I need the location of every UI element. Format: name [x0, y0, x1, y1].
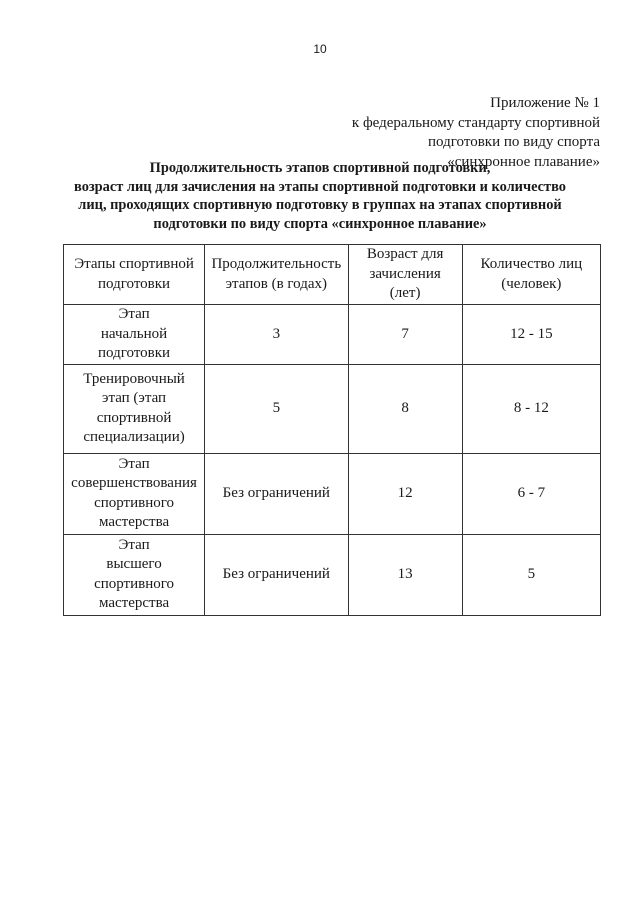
stage-line: мастерства [98, 595, 170, 611]
title-line: лиц, проходящих спортивную подготовку в группах на этапах спортивной [78, 197, 562, 213]
stage-line: спортивной [96, 409, 172, 426]
table-header-row [64, 245, 601, 305]
cell-count: 12 - 15 [462, 305, 600, 365]
appendix-line: к федеральному стандарту спортивной [351, 114, 600, 131]
header-age [348, 245, 462, 305]
header-count [462, 245, 600, 305]
stage-line: Этап [118, 536, 150, 553]
header-stage [64, 245, 205, 305]
stage-line: специализации) [83, 429, 185, 445]
cell-age: 12 [348, 453, 462, 534]
table-row [64, 364, 601, 453]
title-line: возраст лиц для зачисления на этапы спортивной подготовки и количество [74, 178, 566, 195]
cell-stage [64, 534, 205, 615]
header-line: этапов (в годах) [225, 275, 328, 292]
cell-stage [64, 453, 205, 534]
stage-line: высшего [106, 556, 162, 572]
header-line: (человек) [501, 275, 562, 292]
cell-duration: Без ограничений [205, 534, 348, 615]
cell-age: 8 [348, 364, 462, 453]
title-line: подготовки по виду спорта «синхронное плавание» [153, 215, 487, 232]
title-line: Продолжительность этапов спортивной подготовки, [149, 160, 491, 176]
cell-age: 13 [348, 534, 462, 615]
cell-stage [64, 305, 205, 365]
cell-age: 7 [348, 305, 462, 365]
header-line: (лет) [389, 285, 421, 302]
page-number: 10 [313, 42, 327, 56]
header-line: зачисления [369, 265, 441, 282]
document-title [40, 159, 600, 233]
cell-duration: 3 [205, 305, 348, 365]
header-duration [205, 245, 348, 305]
cell-count: 5 [462, 534, 600, 615]
stage-line: Этап [118, 455, 150, 472]
header-line: подготовки [98, 275, 171, 292]
stage-line: начальной [100, 325, 168, 342]
stage-line: Тренировочный [83, 370, 185, 387]
stage-line: спортивного [94, 494, 175, 511]
stage-line: мастерства [98, 514, 170, 530]
header-line: Этапы спортивной [74, 256, 194, 272]
cell-stage [64, 364, 205, 453]
header-line: Количество лиц [480, 256, 583, 272]
stage-line: этап (этап [102, 390, 167, 406]
cell-count: 6 - 7 [462, 453, 600, 534]
appendix-line: «синхронное плавание» [447, 153, 600, 170]
stage-line: подготовки [98, 345, 171, 361]
stage-line: совершенствования [71, 475, 197, 491]
appendix-line: подготовки по виду спорта [428, 134, 600, 150]
stage-line: спортивного [94, 575, 175, 592]
cell-count: 8 - 12 [462, 364, 600, 453]
table-row [64, 305, 601, 365]
appendix-line: Приложение № 1 [490, 95, 600, 111]
header-line: Возраст для [366, 246, 444, 263]
stage-line: Этап [118, 306, 150, 322]
header-line: Продолжительность [211, 256, 342, 272]
table-row [64, 534, 601, 615]
cell-duration: 5 [205, 364, 348, 453]
table-row [64, 453, 601, 534]
cell-duration: Без ограничений [205, 453, 348, 534]
stages-table [63, 244, 601, 616]
